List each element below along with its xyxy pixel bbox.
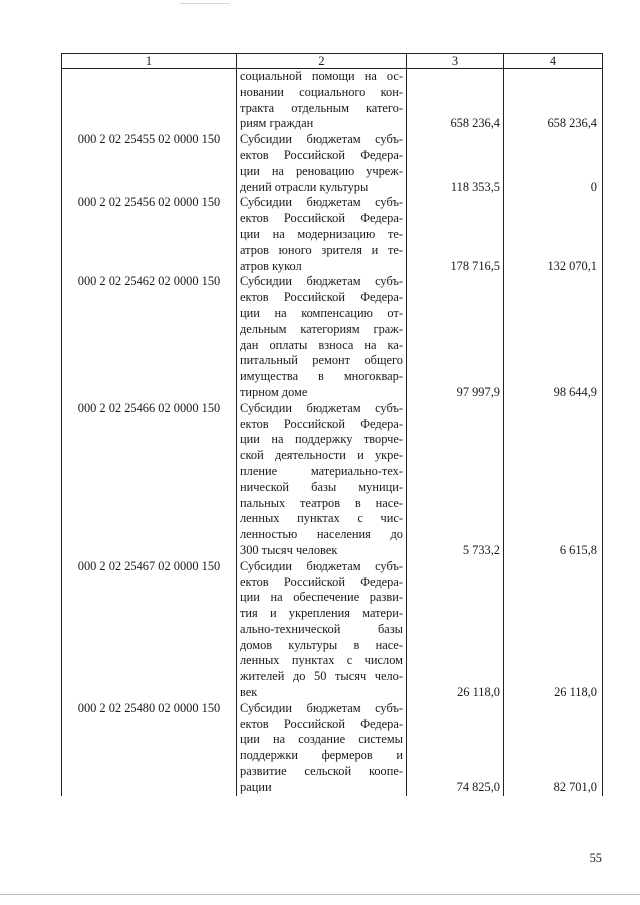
page-number: 55 — [589, 851, 602, 865]
description-line: тракта отдельным катего- — [240, 100, 403, 115]
amount-col-3: 658 236,4 — [407, 69, 504, 133]
description-line: атров кукол — [240, 258, 302, 273]
amount-col-4: 132 070,1 — [504, 195, 603, 274]
description-line: ленных пунктах с числом — [240, 653, 403, 668]
description-cell — [237, 274, 407, 400]
description-line: Субсидии бюджетам субъ- — [240, 700, 403, 715]
table-row — [62, 274, 603, 400]
description-line: домов культуры в насе- — [240, 637, 403, 652]
header-col-4: 4 — [504, 54, 603, 69]
description-line: Субсидии бюджетам субъ- — [240, 195, 403, 210]
description-cell — [237, 401, 407, 559]
description-line: дельным категориям граж- — [240, 321, 403, 336]
description-cell — [237, 132, 407, 195]
amount-col-4: 98 644,9 — [504, 274, 603, 400]
description-line: ектов Российской Федера- — [240, 211, 403, 226]
budget-code-cell: 000 2 02 25467 02 0000 150 — [62, 559, 237, 701]
budget-code-cell: 000 2 02 25456 02 0000 150 — [62, 195, 237, 274]
description-line: ектов Российской Федера- — [240, 290, 403, 305]
description-line: Субсидии бюджетам субъ- — [240, 558, 403, 573]
description-line: ально-технической базы — [240, 621, 403, 636]
description-line: пальных театров в насе- — [240, 495, 403, 510]
budget-table — [61, 53, 603, 796]
description-cell — [237, 69, 407, 133]
description-cell — [237, 559, 407, 701]
description-line: тия и укрепления матери- — [240, 606, 403, 621]
budget-code-cell: 000 2 02 25480 02 0000 150 — [62, 701, 237, 796]
description-line: Субсидии бюджетам субъ- — [240, 274, 403, 289]
description-line: атров юного зрителя и те- — [240, 242, 403, 257]
description-cell — [237, 195, 407, 274]
description-line: ции на обеспечение разви- — [240, 590, 403, 605]
description-line: век — [240, 685, 258, 700]
table-row — [62, 69, 603, 133]
description-line: Субсидии бюджетам субъ- — [240, 132, 403, 147]
description-line: имущества в многоквар- — [240, 369, 403, 384]
description-line: ции на компенсацию от- — [240, 305, 403, 320]
description-line: социальной помощи на ос- — [240, 69, 403, 83]
description-line: риям граждан — [240, 116, 314, 131]
description-line: ектов Российской Федера- — [240, 716, 403, 731]
amount-col-3: 5 733,2 — [407, 401, 504, 559]
budget-code-cell: 000 2 02 25455 02 0000 150 — [62, 132, 237, 195]
amount-col-3: 74 825,0 — [407, 701, 504, 796]
description-line: ектов Российской Федера- — [240, 147, 403, 162]
description-line: ции на поддержку творче- — [240, 432, 403, 447]
description-line: ской деятельности и укре- — [240, 448, 403, 463]
description-line: ции на модернизацию те- — [240, 226, 403, 241]
description-line: пление материально-тех- — [240, 463, 403, 478]
amount-col-4: 82 701,0 — [504, 701, 603, 796]
table-row — [62, 195, 603, 274]
description-line: ленностью населения до — [240, 527, 403, 542]
amount-col-4: 6 615,8 — [504, 401, 603, 559]
description-line: ленных пунктах с чис- — [240, 511, 403, 526]
amount-col-3: 97 997,9 — [407, 274, 504, 400]
budget-code-cell — [62, 69, 237, 133]
scan-artifact — [180, 3, 230, 4]
description-line: нической базы муници- — [240, 479, 403, 494]
amount-col-3: 178 716,5 — [407, 195, 504, 274]
header-col-1: 1 — [62, 54, 237, 69]
header-col-2: 2 — [237, 54, 407, 69]
budget-code-cell: 000 2 02 25462 02 0000 150 — [62, 274, 237, 400]
description-line: 300 тысяч человек — [240, 542, 338, 557]
description-line: ектов Российской Федера- — [240, 416, 403, 431]
description-line: Субсидии бюджетам субъ- — [240, 400, 403, 415]
description-line: питальный ремонт общего — [240, 353, 403, 368]
description-line: жителей до 50 тысяч чело- — [240, 669, 403, 684]
table-row — [62, 701, 603, 796]
description-line: новании социального кон- — [240, 84, 403, 99]
header-col-3: 3 — [407, 54, 504, 69]
description-line: развитие сельской коопе- — [240, 764, 403, 779]
description-line: рации — [240, 779, 272, 794]
amount-col-4: 658 236,4 — [504, 69, 603, 133]
description-line: ции на создание системы — [240, 732, 403, 747]
amount-col-3: 26 118,0 — [407, 559, 504, 701]
table-row — [62, 401, 603, 559]
description-line: тирном доме — [240, 384, 308, 399]
description-line: дан оплаты взноса на ка- — [240, 337, 403, 352]
table-row — [62, 132, 603, 195]
description-cell — [237, 701, 407, 796]
description-line: поддержки фермеров и — [240, 748, 403, 763]
amount-col-3: 118 353,5 — [407, 132, 504, 195]
description-line: ектов Российской Федера- — [240, 574, 403, 589]
description-line: ции на реновацию учреж- — [240, 163, 403, 178]
amount-col-4: 0 — [504, 132, 603, 195]
table-row — [62, 559, 603, 701]
description-line: дений отрасли культуры — [240, 179, 369, 194]
table-header-row — [62, 54, 603, 69]
amount-col-4: 26 118,0 — [504, 559, 603, 701]
budget-code-cell: 000 2 02 25466 02 0000 150 — [62, 401, 237, 559]
bottom-edge-line — [0, 894, 640, 895]
